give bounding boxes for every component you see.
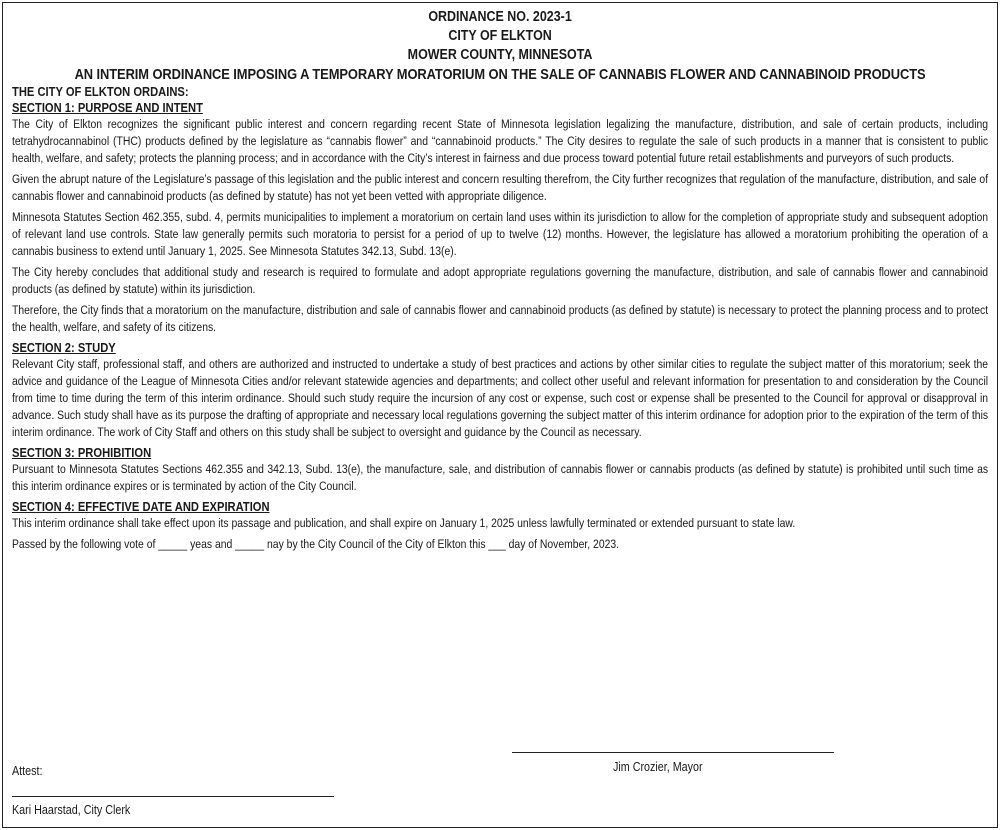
section-1-paragraph: The City hereby concludes that additional study and research is required to formulate and adopt appropriate regulations governing the manufacture, distribution, and sale of cannabis flower and cannabinoid products (as defined by statute) within its jurisdiction. bbox=[12, 265, 989, 296]
clerk-name: Kari Haarstad, City Clerk bbox=[12, 803, 131, 817]
section-3-paragraph: Pursuant to Minnesota Statutes Sections 462.355 and 342.13, Subd. 13(e), the manufacture, sale, and distribution of cannabis flower or cannabis products (as defined by statute) is prohibited until such time as this interim ordinance expires or is terminated by action of the City Council. bbox=[12, 462, 989, 493]
section-1-heading: SECTION 1: PURPOSE AND INTENT bbox=[12, 100, 203, 115]
section-1-paragraph: Given the abrupt nature of the Legislature’s passage of this legislation and the public interest and concern resulting therefrom, the City further recognizes that regulation of the manufacture, distribution, and sale of cannabis flower and cannabinoid products (as defined by statute) has not yet been vetted with appropriate diligence. bbox=[12, 172, 989, 203]
ordains-line: THE CITY OF ELKTON ORDAINS: bbox=[12, 84, 189, 99]
section-2-paragraph: Relevant City staff, professional staff, and others are authorized and instructed to undertake a study of best practices and actions by other similar cities to regulate the subject matter of this moratorium; seek the advice and guidance of the League of Minnesota Cities and/or relevant statewide agencies and departments; and collect other useful and relevant information for presentation to and consideration by the Council from time to time during the term of this interim ordinance. Should such study require the incursion of any cost or expense, such cost or expense shall be presented to the Council for approval or disapproval in advance. Such study shall have as its purpose the drafting of appropriate and necessary local regulations governing the subject matter of this interim ordinance for adoption prior to the expiration of the term of this interim ordinance. The work of City Staff and others on this study shall be subject to oversight and guidance by the Council as necessary. bbox=[12, 357, 989, 439]
ordinance-number: ORDINANCE NO. 2023-1 bbox=[428, 9, 572, 25]
vote-line: Passed by the following vote of _____ yeas and _____ nay by the City Council of the City of Elkton this ___ day of November, 2023. bbox=[12, 537, 620, 551]
county-name: MOWER COUNTY, MINNESOTA bbox=[407, 47, 593, 63]
city-name: CITY OF ELKTON bbox=[448, 28, 552, 44]
attest-label: Attest: bbox=[12, 764, 43, 778]
section-3-heading: SECTION 3: PROHIBITION bbox=[12, 445, 152, 460]
section-2-heading: SECTION 2: STUDY bbox=[12, 340, 116, 355]
section-1-paragraph: Minnesota Statutes Section 462.355, subd. 4, permits municipalities to implement a moratorium on certain land uses within its jurisdiction to allow for the completion of appropriate study and subsequent adoption of relevant land use controls. State law generally permits such moratoria to persist for a period of up to twelve (12) months. However, the legislature has allowed a moratorium prohibiting the operation of a cannabis business to extend until January 1, 2025. See Minnesota Statutes 342.13, Subd. 13(e). bbox=[12, 210, 989, 258]
clerk-signature-line bbox=[12, 796, 334, 797]
section-4-heading: SECTION 4: EFFECTIVE DATE AND EXPIRATION bbox=[12, 499, 270, 514]
section-4-paragraph: This interim ordinance shall take effect upon its passage and publication, and shall expire on January 1, 2025 unless lawfully terminated or extended pursuant to state law. bbox=[12, 516, 796, 530]
mayor-name: Jim Crozier, Mayor bbox=[613, 760, 703, 774]
mayor-signature-line bbox=[512, 752, 834, 753]
section-1-paragraph: The City of Elkton recognizes the significant public interest and concern regarding recent State of Minnesota legislation legalizing the manufacture, distribution, and sale of certain products, including tetrahydrocannabinol (THC) products defined by the legislature as “cannabis flower” and “cannabinoid products.” The City desires to regulate the sale of such products in a manner that is consistent to public health, welfare, and safety; protects the planning process; and in accordance with the City’s interest in fairness and due process toward potential future retail establishments and purveyors of such products. bbox=[12, 117, 989, 165]
section-1-paragraph: Therefore, the City finds that a moratorium on the manufacture, distribution and sale of cannabis flower and cannabinoid products (as defined by statute) is necessary to protect the planning process and to protect the health, welfare, and safety of its citizens. bbox=[12, 303, 989, 334]
ordinance-title: AN INTERIM ORDINANCE IMPOSING A TEMPORARY MORATORIUM ON THE SALE OF CANNABIS FLOWER AND CANNABINOID PRODUCTS bbox=[74, 66, 926, 83]
